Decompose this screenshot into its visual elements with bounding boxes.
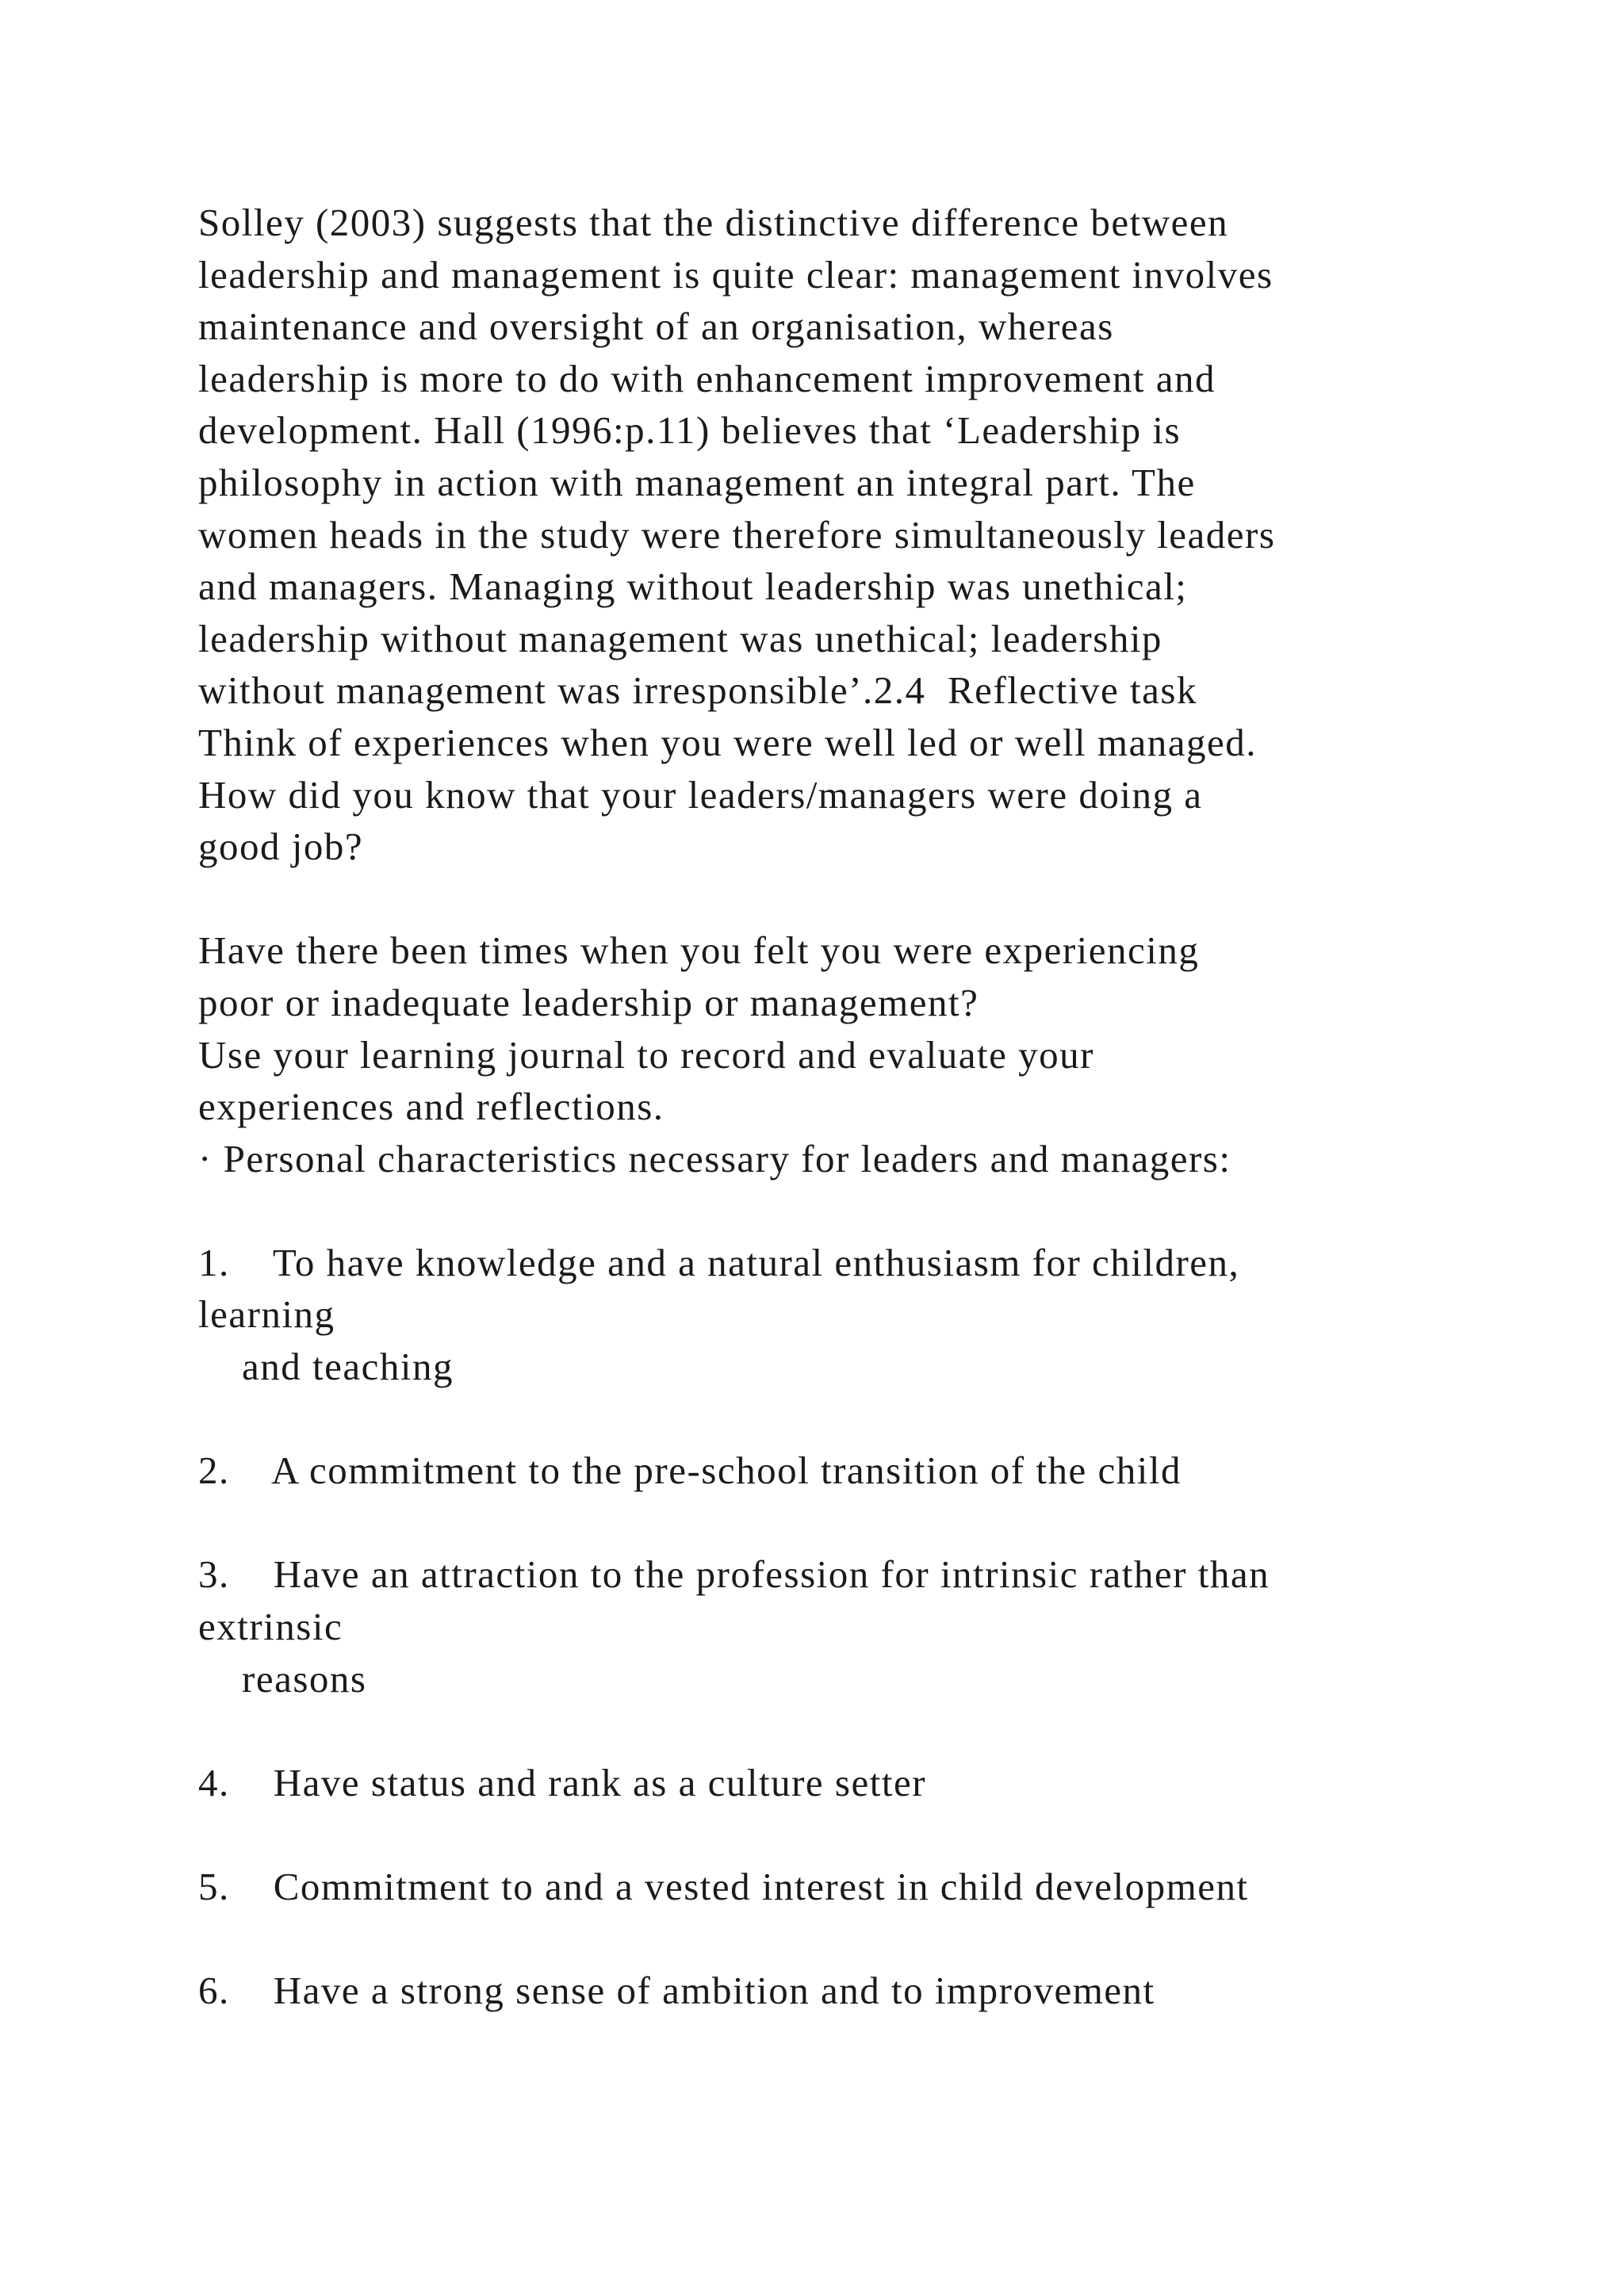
text-line: leadership and management is quite clear: management involves <box>198 252 1274 297</box>
list-item-line: extrinsic <box>198 1605 343 1649</box>
characteristics-list <box>198 1237 1594 2017</box>
list-item-line: reasons <box>198 1656 367 1701</box>
blank-line <box>198 1705 1594 1757</box>
text-line: poor or inadequate leadership or management? <box>198 980 979 1024</box>
list-item-line: 3. Have an attraction to the profession for intrinsic rather than <box>198 1552 1270 1597</box>
text-line: philosophy in action with management an integral part. The <box>198 460 1196 504</box>
text-line: Have there been times when you felt you were experiencing <box>198 928 1200 973</box>
list-item <box>198 1965 1594 2017</box>
list-item-line: 4. Have status and rank as a culture setter <box>198 1760 927 1804</box>
document-page <box>198 197 1594 2017</box>
list-item <box>198 1445 1594 1497</box>
text-line: Think of experiences when you were well led or well managed. <box>198 720 1257 764</box>
text-line: How did you know that your leaders/managers were doing a <box>198 772 1203 817</box>
list-item-line: 2. A commitment to the pre-school transition of the child <box>198 1448 1182 1493</box>
list-item <box>198 1861 1594 1913</box>
text-line: maintenance and oversight of an organisation, whereas <box>198 304 1114 349</box>
list-item-line: 6. Have a strong sense of ambition and to improvement <box>198 1969 1155 2013</box>
list-item <box>198 1757 1594 1809</box>
blank-line <box>198 873 1594 925</box>
blank-line <box>198 1497 1594 1549</box>
text-line: and managers. Managing without leadership was unethical; <box>198 564 1188 609</box>
text-line: Solley (2003) suggests that the distinctive difference between <box>198 201 1229 244</box>
text-line: good job? <box>198 825 364 869</box>
blank-line <box>198 1184 1594 1237</box>
paragraph-reflection <box>198 924 1594 1184</box>
text-line: experiences and reflections. <box>198 1085 665 1129</box>
paragraph-intro <box>198 197 1594 873</box>
text-line: leadership is more to do with enhancement improvement and <box>198 356 1216 400</box>
text-line: development. Hall (1996:p.11) believes that ‘Leadership is <box>198 408 1182 453</box>
list-item <box>198 1237 1594 1393</box>
list-item <box>198 1548 1594 1705</box>
text-line: without management was irresponsible’.2.4 Reflective task <box>198 668 1197 713</box>
text-line: women heads in the study were therefore simultaneously leaders <box>198 512 1276 557</box>
text-line: Use your learning journal to record and evaluate your <box>198 1032 1094 1077</box>
blank-line <box>198 1808 1594 1861</box>
list-item-line: learning <box>198 1292 335 1337</box>
bullet-heading: · Personal characteristics necessary for leaders and managers: <box>198 1136 1231 1181</box>
list-item-line: 5. Commitment to and a vested interest in child development <box>198 1865 1249 1908</box>
list-item-line: 1. To have knowledge and a natural enthusiasm for children, <box>198 1240 1240 1284</box>
blank-line <box>198 1913 1594 1965</box>
list-item-line: and teaching <box>198 1345 454 1389</box>
blank-line <box>198 1393 1594 1445</box>
text-line: leadership without management was unethical; leadership <box>198 616 1162 660</box>
